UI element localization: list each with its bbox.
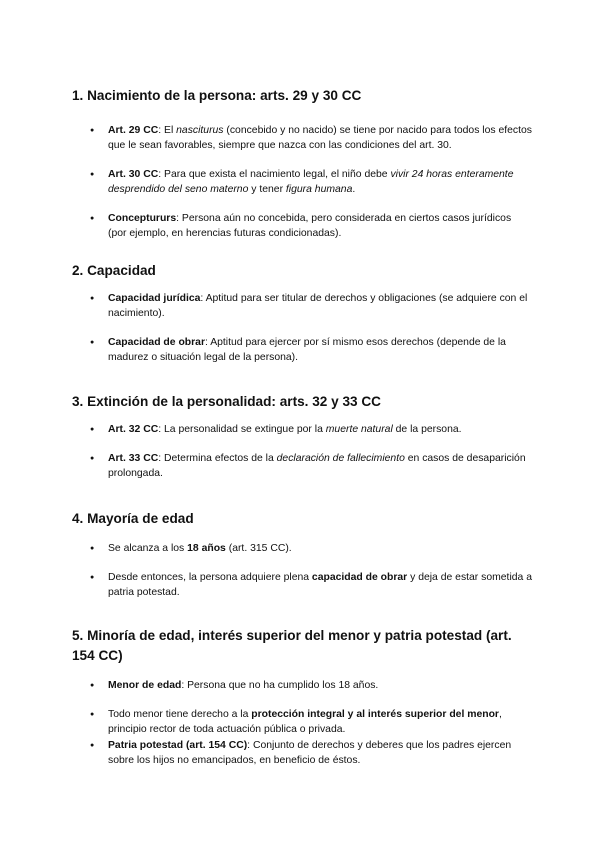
list-item (72, 167, 532, 197)
text-run: de la persona. (392, 424, 462, 435)
bold-text: Art. 30 CC (108, 169, 159, 180)
list-item (72, 451, 532, 481)
italic-text: muerte natural (325, 424, 393, 435)
italic-text: nasciturus (176, 125, 224, 136)
section-minoria (72, 626, 532, 768)
bold-text: 18 años (187, 543, 226, 554)
text-run: , principio rector de toda actuación pública o privada. (108, 709, 502, 735)
bullet-list (72, 291, 532, 365)
text-run: : Aptitud para ser titular de derechos y obligaciones (se adquiere con el nacimiento). (108, 293, 528, 319)
text-run: y tener (248, 184, 286, 195)
bold-text: Capacidad de obrar (108, 337, 206, 348)
bullet-list (72, 123, 532, 241)
section-heading: 5. Minoría de edad, interés superior del menor y patria potestad (art. 154 CC) (72, 628, 512, 663)
section-heading: 1. Nacimiento de la persona: arts. 29 y 30 CC (72, 88, 362, 103)
list-item (72, 541, 532, 556)
italic-text: figura humana (285, 184, 353, 195)
bullet-list (72, 422, 532, 481)
text-run: (concebido y no nacido) se tiene por nacido para todos los efectos que le sean favorables, siempre que nazca con las condiciones del art. 30. (108, 125, 532, 151)
text-run: : Conjunto de derechos y deberes que los padres ejercen sobre los hijos no emancipados, en beneficio de éstos. (108, 740, 512, 766)
bold-text: Menor de edad (108, 680, 182, 691)
italic-text: declaración de fallecimiento (276, 453, 405, 464)
list-item (72, 291, 532, 321)
text-run: y deja de estar sometida a patria potestad. (108, 572, 532, 598)
bold-text: Art. 32 CC (108, 424, 159, 435)
text-run: Todo menor tiene derecho a la (108, 709, 252, 720)
section-heading: 3. Extinción de la personalidad: arts. 32 y 33 CC (72, 394, 381, 409)
section-heading: 2. Capacidad (72, 263, 156, 278)
bold-text: capacidad de obrar (311, 572, 408, 583)
section-mayoria (72, 509, 532, 600)
list-item (72, 738, 532, 768)
bullet-list (72, 678, 532, 768)
text-run: Desde entonces, la persona adquiere plena (108, 572, 312, 583)
bold-text: Conceptururs (108, 213, 177, 224)
text-run: : Aptitud para ejercer por sí mismo esos derechos (depende de la madurez o situación legal de la persona). (108, 337, 506, 363)
list-item (72, 422, 532, 437)
text-run: en casos de desaparición prolongada. (108, 453, 526, 479)
italic-text: vivir 24 horas enteramente desprendido del seno materno (108, 169, 514, 195)
text-run: : La personalidad se extingue por la (158, 424, 326, 435)
bold-text: protección integral y al interés superior del menor (251, 709, 499, 720)
bold-text: Art. 33 CC (108, 453, 159, 464)
list-item (72, 678, 532, 693)
text-run: : Persona aún no concebida, pero considerada en ciertos casos jurídicos (por ejemplo, en herencias futuras condicionadas). (108, 213, 512, 239)
list-item (72, 570, 532, 600)
bold-text: Capacidad jurídica (108, 293, 201, 304)
text-run: (art. 315 CC). (225, 543, 292, 554)
bullet-list (72, 541, 532, 600)
bold-text: Patria potestad (art. 154 CC) (108, 740, 248, 751)
text-run: : Determina efectos de la (158, 453, 277, 464)
text-run: : Para que exista el nacimiento legal, el niño debe (158, 169, 391, 180)
list-item (72, 211, 532, 241)
section-heading: 4. Mayoría de edad (72, 511, 194, 526)
bold-text: Art. 29 CC (108, 125, 159, 136)
text-run: : El (158, 125, 177, 136)
text-run: : Persona que no ha cumplido los 18 años. (181, 680, 379, 691)
section-capacidad (72, 261, 532, 365)
list-item (72, 123, 532, 153)
list-item (72, 707, 532, 737)
text-run: . (352, 184, 356, 195)
section-extincion (72, 392, 532, 481)
text-run: Se alcanza a los (108, 543, 188, 554)
list-item (72, 335, 532, 365)
section-nacimiento (72, 86, 532, 241)
